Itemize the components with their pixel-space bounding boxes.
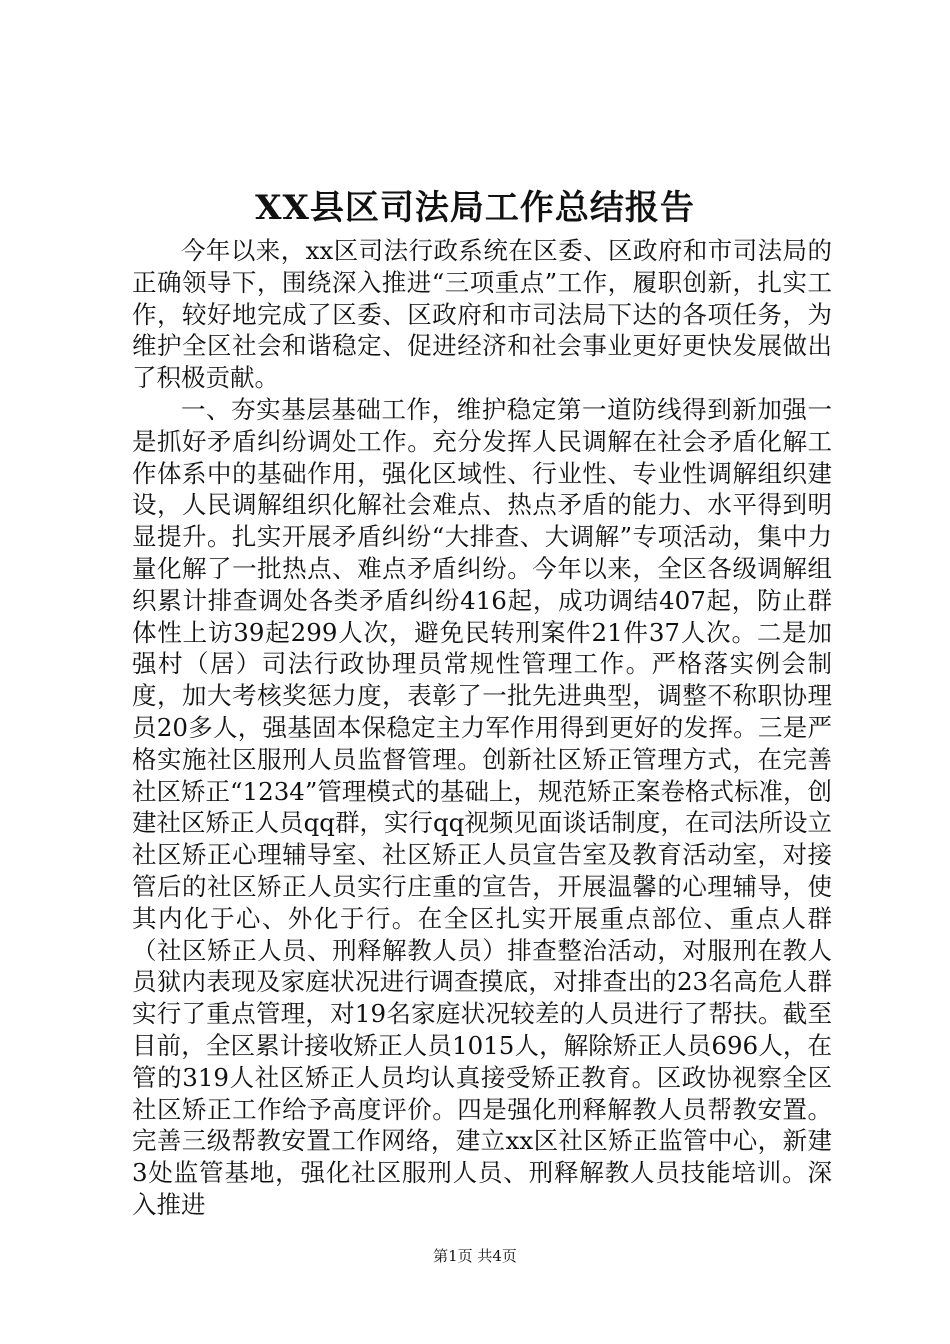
paragraph-intro: 今年以来，xx区司法行政系统在区委、区政府和市司法局的正确领导下，围绕深入推进“三项重点”工作，履职创新，扎实工作，较好地完成了区委、区政府和市司法局下达的各项任务，为维护全区社会和谐稳定、促进经济和社会事业更好更快发展做出了积极贡献。 bbox=[132, 236, 832, 393]
page-number-footer: 第1页 共4页 bbox=[433, 1247, 517, 1265]
document-body bbox=[132, 235, 832, 1221]
document-title: XX县区司法局工作总结报告 bbox=[255, 188, 695, 228]
paragraph-section-one: 一、夯实基层基础工作，维护稳定第一道防线得到新加强一是抓好矛盾纠纷调处工作。充分发挥人民调解在社会矛盾化解工作体系中的基础作用，强化区域性、行业性、专业性调解组织建设，人民调解组织化解社会难点、热点矛盾的能力、水平得到明显提升。扎实开展矛盾纠纷“大排查、大调解”专项活动，集中力量化解了一批热点、难点矛盾纠纷。今年以来，全区各级调解组织累计排查调处各类矛盾纠纷416起，成功调结407起，防止群体性上访39起299人次，避免民转刑案件21件37人次。二是加强村（居）司法行政协理员常规性管理工作。严格落实例会制度，加大考核奖惩力度，表彰了一批先进典型，调整不称职协理员20多人，强基固本保稳定主力军作用得到更好的发挥。三是严格实施社区服刑人员监督管理。创新社区矫正管理方式，在完善社区矫正“1234”管理模式的基础上，规范矫正案卷格式标准，创建社区矫正人员qq群，实行qq视频见面谈话制度，在司法所设立社区矫正心理辅导室、社区矫正人员宣告室及教育活动室，对接管后的社区矫正人员实行庄重的宣告，开展温馨的心理辅导，使其内化于心、外化于行。在全区扎实开展重点部位、重点人群（社区矫正人员、刑释解教人员）排查整治活动，对服刑在教人员狱内表现及家庭状况进行调查摸底，对排查出的23名高危人群实行了重点管理，对19名家庭状况较差的人员进行了帮扶。截至目前，全区累计接收矫正人员1015人，解除矫正人员696人，在管的319人社区矫正人员均认真接受矫正教育。区政协视察全区社区矫正工作给予高度评价。四是强化刑释解教人员帮教安置。完善三级帮教安置工作网络，建立xx区社区矫正监管中心，新建3处监管基地，强化社区服刑人员、刑释解教人员技能培训。深入推进 bbox=[132, 394, 832, 1219]
